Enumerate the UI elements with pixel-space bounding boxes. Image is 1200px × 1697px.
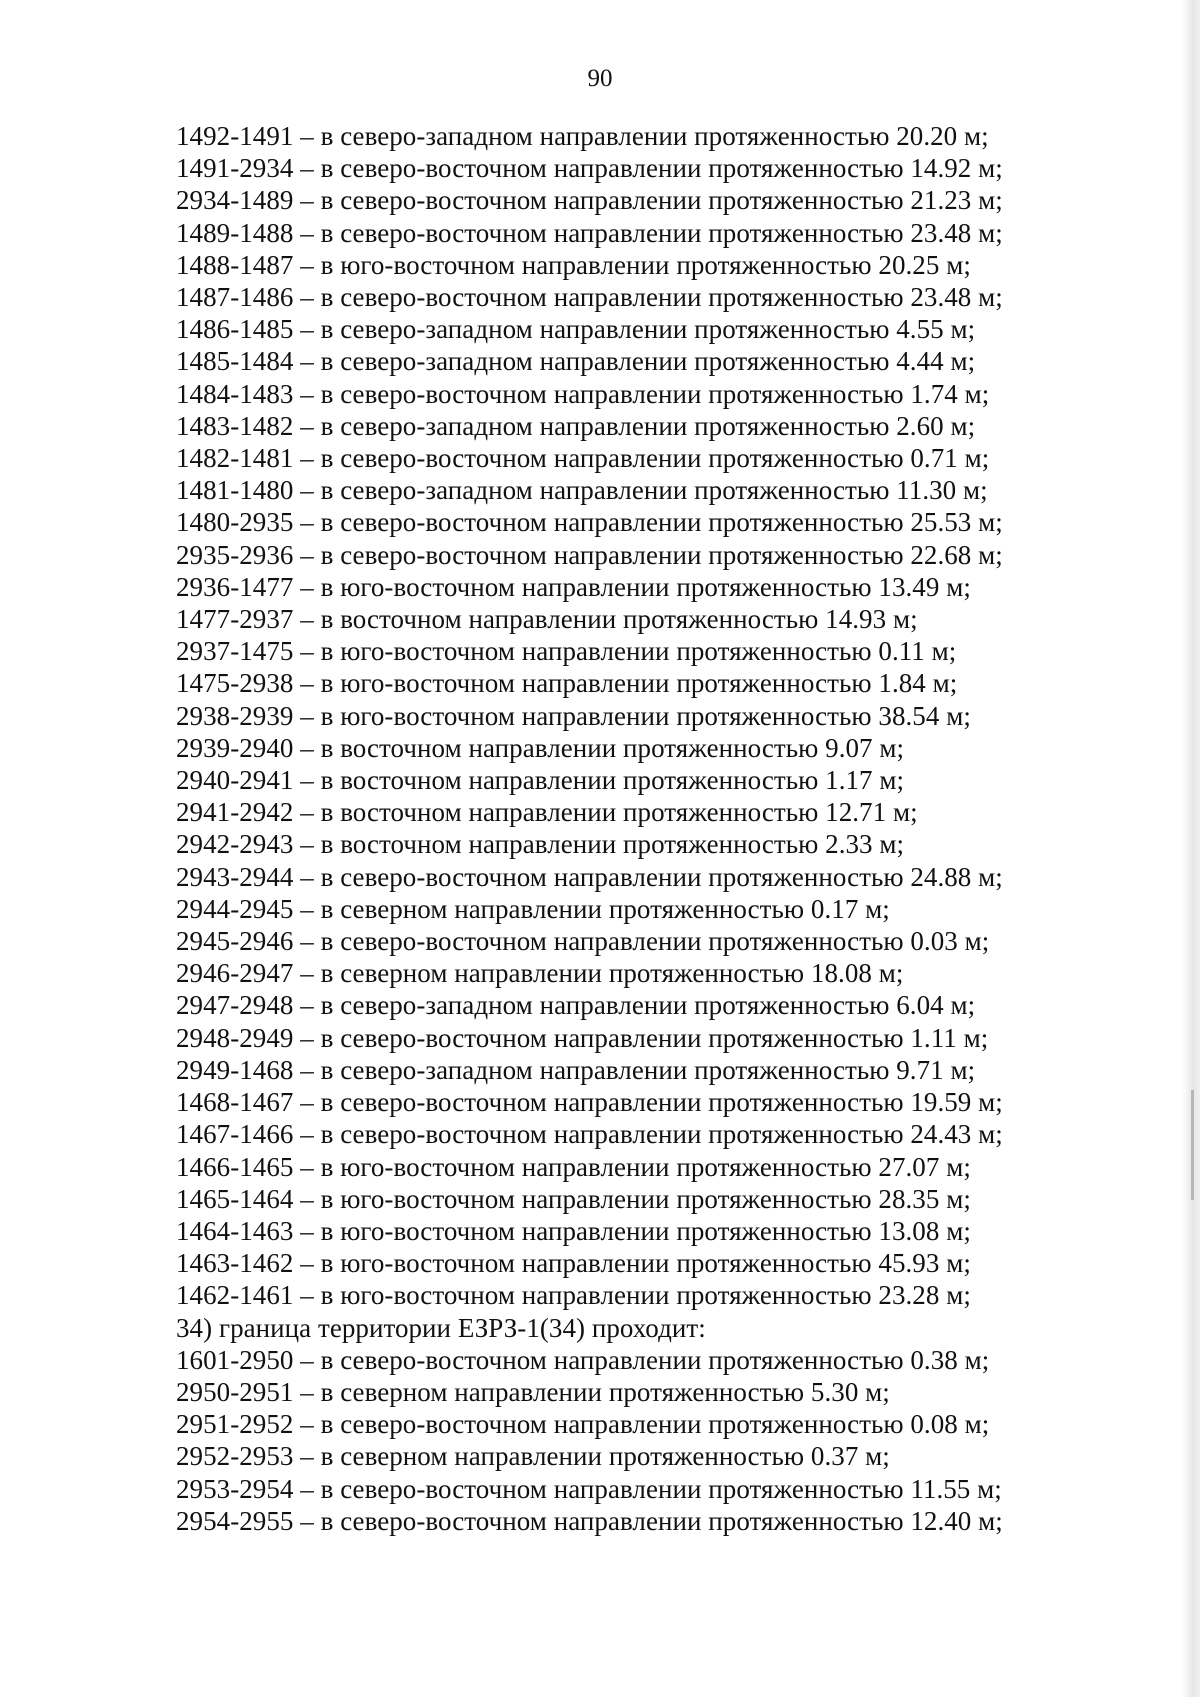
- document-body: [176, 120, 1076, 1537]
- boundary-segment-line: 1466-1465 – в юго-восточном направлении протяженностью 27.07 м;: [176, 1151, 971, 1182]
- scan-page-edge: [1182, 0, 1200, 1697]
- boundary-segment-line: 1492-1491 – в северо-западном направлении протяженностью 20.20 м;: [176, 121, 989, 151]
- boundary-segment-line: 2946-2947 – в северном направлении протяженностью 18.08 м;: [176, 958, 904, 989]
- boundary-segment-line: 1475-2938 – в юго-восточном направлении протяженностью 1.84 м;: [176, 668, 958, 699]
- boundary-segment-line: 2954-2955 – в северо-восточном направлении протяженностью 12.40 м;: [176, 1505, 1003, 1536]
- boundary-segment-line: 2936-1477 – в юго-восточном направлении протяженностью 13.49 м;: [176, 571, 971, 602]
- section-heading-34: 34) граница территории ЕЗРЗ-1(34) проходит:: [176, 1312, 706, 1343]
- boundary-segment-line: 2935-2936 – в северо-восточном направлении протяженностью 22.68 м;: [176, 539, 1003, 570]
- boundary-segment-line: 2944-2945 – в северном направлении протяженностью 0.17 м;: [176, 893, 890, 924]
- boundary-segment-line: 1467-1466 – в северо-восточном направлении протяженностью 24.43 м;: [176, 1119, 1003, 1150]
- boundary-segment-line: 2943-2944 – в северо-восточном направлении протяженностью 24.88 м;: [176, 861, 1003, 892]
- boundary-segment-line: 2947-2948 – в северо-западном направлении протяженностью 6.04 м;: [176, 990, 976, 1021]
- boundary-segment-line: 2950-2951 – в северном направлении протяженностью 5.30 м;: [176, 1376, 890, 1407]
- boundary-segment-line: 1483-1482 – в северо-западном направлении протяженностью 2.60 м;: [176, 410, 976, 441]
- boundary-segment-line: 2938-2939 – в юго-восточном направлении протяженностью 38.54 м;: [176, 700, 971, 731]
- boundary-segment-line: 1488-1487 – в юго-восточном направлении протяженностью 20.25 м;: [176, 249, 971, 280]
- boundary-segment-line: 1481-1480 – в северо-западном направлении протяженностью 11.30 м;: [176, 475, 988, 506]
- boundary-segment-line: 1491-2934 – в северо-восточном направлении протяженностью 14.92 м;: [176, 153, 1003, 184]
- boundary-segment-line: 1601-2950 – в северо-восточном направлении протяженностью 0.38 м;: [176, 1344, 990, 1375]
- boundary-segment-line: 1485-1484 – в северо-западном направлении протяженностью 4.44 м;: [176, 346, 976, 377]
- boundary-segment-line: 1462-1461 – в юго-восточном направлении протяженностью 23.28 м;: [176, 1280, 971, 1311]
- boundary-segment-line: 2951-2952 – в северо-восточном направлении протяженностью 0.08 м;: [176, 1409, 990, 1440]
- scan-edge-mark: [1191, 1090, 1194, 1200]
- boundary-segment-line: 2937-1475 – в юго-восточном направлении протяженностью 0.11 м;: [176, 636, 957, 667]
- boundary-segment-line: 1487-1486 – в северо-восточном направлении протяженностью 23.48 м;: [176, 282, 1003, 313]
- boundary-segment-line: 2945-2946 – в северо-восточном направлении протяженностью 0.03 м;: [176, 926, 990, 957]
- boundary-segment-line: 2948-2949 – в северо-восточном направлении протяженностью 1.11 м;: [176, 1022, 989, 1053]
- boundary-segment-line: 1463-1462 – в юго-восточном направлении протяженностью 45.93 м;: [176, 1248, 971, 1279]
- boundary-segment-line: 2941-2942 – в восточном направлении протяженностью 12.71 м;: [176, 797, 918, 828]
- boundary-segment-line: 1465-1464 – в юго-восточном направлении протяженностью 28.35 м;: [176, 1183, 971, 1214]
- page-number: 90: [587, 65, 613, 92]
- boundary-segment-line: 2942-2943 – в восточном направлении протяженностью 2.33 м;: [176, 829, 905, 860]
- boundary-segment-line: 1477-2937 – в восточном направлении протяженностью 14.93 м;: [176, 604, 918, 635]
- boundary-segment-line: 2953-2954 – в северо-восточном направлении протяженностью 11.55 м;: [176, 1473, 1002, 1504]
- boundary-segment-line: 2934-1489 – в северо-восточном направлении протяженностью 21.23 м;: [176, 185, 1003, 216]
- boundary-segment-line: 1489-1488 – в северо-восточном направлении протяженностью 23.48 м;: [176, 217, 1003, 248]
- boundary-segment-line: 1480-2935 – в северо-восточном направлении протяженностью 25.53 м;: [176, 507, 1003, 538]
- boundary-segment-line: 2949-1468 – в северо-западном направлении протяженностью 9.71 м;: [176, 1054, 976, 1085]
- boundary-segment-line: 2940-2941 – в восточном направлении протяженностью 1.17 м;: [176, 765, 905, 796]
- boundary-segment-line: 1468-1467 – в северо-восточном направлении протяженностью 19.59 м;: [176, 1087, 1003, 1118]
- boundary-segment-line: 2939-2940 – в восточном направлении протяженностью 9.07 м;: [176, 732, 905, 763]
- boundary-segment-line: 1486-1485 – в северо-западном направлении протяженностью 4.55 м;: [176, 314, 976, 345]
- boundary-segment-line: 1482-1481 – в северо-восточном направлении протяженностью 0.71 м;: [176, 443, 990, 474]
- boundary-segment-line: 1464-1463 – в юго-восточном направлении протяженностью 13.08 м;: [176, 1215, 971, 1246]
- boundary-segment-line: 2952-2953 – в северном направлении протяженностью 0.37 м;: [176, 1441, 890, 1472]
- boundary-segment-line: 1484-1483 – в северо-восточном направлении протяженностью 1.74 м;: [176, 378, 990, 409]
